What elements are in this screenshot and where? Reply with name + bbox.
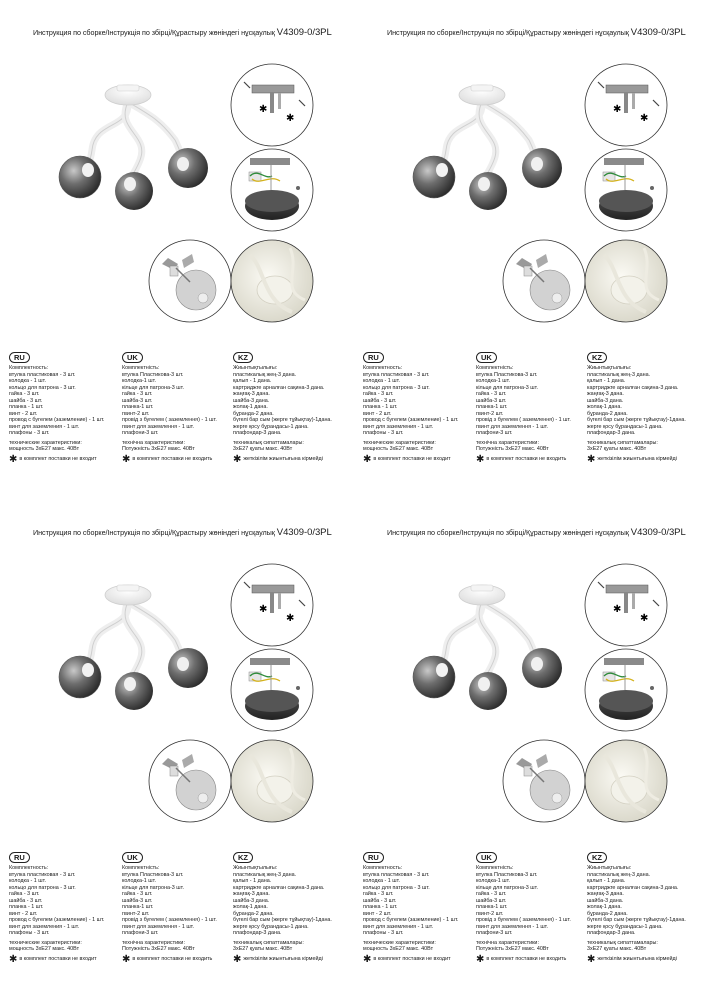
chandelier-illustration [413, 585, 562, 710]
svg-text:✱: ✱ [613, 604, 622, 615]
list-item: қалып - 1 дана. [587, 378, 626, 384]
section-ru [9, 352, 127, 463]
section-uk [122, 852, 240, 963]
chandelier-illustration [413, 85, 562, 210]
list-item: втулка пластиковая - 3 шт. [9, 871, 76, 878]
list-item: колодка - 1 шт. [9, 878, 46, 884]
instruction-sheet-2 [354, 0, 707, 500]
instruction-sheet-1 [0, 0, 353, 500]
list-item: провод с бугелем (заземление) - 1 шт. [9, 917, 105, 923]
section-heading: Комплектность: [9, 365, 49, 371]
chandelier-illustration [59, 585, 208, 710]
list-item: кольцо для патрона - 3 шт. [9, 884, 76, 891]
section-kz [587, 352, 705, 463]
section-uk [476, 852, 594, 963]
list-item: қалып - 1 дана. [233, 878, 272, 884]
list-item: жерге қосу бұрандасы-1 дана. [233, 923, 309, 930]
section-ru [9, 852, 127, 963]
list-item: планка - 1 шт. [363, 904, 398, 910]
asterisk-icon: ✱ [476, 453, 485, 465]
wiring-detail-circle [231, 649, 313, 731]
model-number: V4309-0/3PL [630, 527, 686, 538]
list-item: плафондар-3 дана. [587, 930, 636, 936]
asterisk-icon: ✱ [587, 453, 596, 465]
sheet-title: Инструкция по сборке/Інструкція по збірці/Құрастыру жөніндегі нұсқаулық V4309-0/3PL [387, 527, 686, 538]
list-item: винт - 2 шт. [363, 410, 392, 417]
chandelier-illustration [59, 85, 208, 210]
tech-heading: техникалық сипаттамалары: [233, 439, 304, 446]
not-included-note: ✱ в комплект поставки не входить [122, 953, 213, 965]
section-heading: Комплектність: [476, 365, 514, 371]
tech-heading: техникалық сипаттамалары: [233, 939, 304, 946]
bracket-detail-circle [231, 64, 313, 146]
list-item: пластикалық жең-3 дана. [587, 871, 651, 878]
list-item: втулка Пластикова-3 шт. [476, 371, 538, 378]
list-item: гвинт-2 шт. [122, 410, 150, 417]
canopy-closeup-circle [585, 240, 667, 322]
tech-heading: технические характеристики: [363, 939, 436, 946]
language-badge: RU [363, 352, 384, 363]
tech-heading: технические характеристики: [9, 439, 82, 446]
list-item: қалып - 1 дана. [587, 878, 626, 884]
not-included-note: ✱ в комплект поставки не входит [363, 953, 451, 965]
tech-heading: техникалық сипаттамалары: [587, 939, 658, 946]
sheet-title: Инструкция по сборке/Інструкція по збірці/Құрастыру жөніндегі нұсқаулық V4309-0/3PL [33, 527, 332, 538]
list-item: кільце для патрона-3 шт. [476, 884, 538, 891]
list-item: втулка пластиковая - 3 шт. [9, 371, 76, 378]
list-item: гайка - 3 шт. [363, 891, 394, 897]
list-item: плафони-3 шт. [122, 430, 159, 436]
list-item: шайба-3 шт. [476, 897, 507, 904]
svg-text:✱: ✱ [259, 604, 268, 615]
tech-heading: техникалық сипаттамалары: [587, 439, 658, 446]
list-item: шайба-3 шт. [122, 397, 153, 404]
list-item: шайба-3 шт. [122, 897, 153, 904]
list-item: шайба-3 шт. [476, 397, 507, 404]
svg-text:✱: ✱ [640, 613, 649, 624]
list-item: втулка Пластикова-3 шт. [122, 871, 184, 878]
list-item: планка - 1 шт. [363, 404, 398, 410]
list-item: гвинт для заземлення - 1 шт. [122, 423, 195, 430]
language-badge: RU [9, 852, 30, 863]
svg-text:✱: ✱ [286, 613, 295, 624]
tech-value: Потужність 3хЕ27 макс. 40Вт [122, 946, 195, 952]
tech-heading: технические характеристики: [363, 439, 436, 446]
list-item: гайка - 3 шт. [476, 891, 507, 897]
model-number: V4309-0/3PL [276, 27, 332, 38]
list-item: бүгелі бар сым (жерге тұйықтау)-1дана. [587, 917, 686, 923]
list-item: бұранда-2 дана. [233, 410, 274, 417]
section-heading: Комплектность: [9, 865, 49, 871]
asterisk-icon: ✱ [587, 953, 596, 965]
list-item: втулка пластиковая - 3 шт. [363, 371, 430, 378]
list-item: жаңғақ-3 дана. [587, 891, 624, 897]
list-item: винт для заземления - 1 шт. [363, 923, 434, 930]
list-item: бүгелі бар сым (жерге тұйықтау)-1дана. [233, 917, 332, 923]
not-included-note: ✱ в комплект поставки не входить [476, 953, 567, 965]
list-item: жерге қосу бұрандасы-1 дана. [233, 423, 309, 430]
list-item: втулка пластиковая - 3 шт. [363, 871, 430, 878]
not-included-note: ✱ в комплект поставки не входит [9, 453, 97, 465]
list-item: картриджге арналған сақина-3 дана. [587, 884, 679, 891]
bracket-detail-circle [231, 564, 313, 646]
list-item: планка-1 шт. [122, 404, 154, 410]
model-number: V4309-0/3PL [276, 527, 332, 538]
bracket-detail-circle [585, 64, 667, 146]
socket-detail-circle [503, 740, 585, 822]
language-badge: KZ [233, 352, 253, 363]
list-item: колодка-1 шт. [476, 378, 510, 384]
assembly-illustrations [354, 500, 707, 850]
list-item: шайба - 3 шт. [9, 397, 43, 404]
language-badge: UK [122, 352, 143, 363]
tech-heading: технічна характеристики: [122, 939, 185, 946]
asterisk-icon: ✱ [476, 953, 485, 965]
section-uk [122, 352, 240, 463]
list-item: винт - 2 шт. [363, 910, 392, 917]
language-badge: KZ [233, 852, 253, 863]
list-item: кільце для патрона-3 шт. [476, 384, 538, 391]
list-item: гвинт-2 шт. [476, 910, 504, 917]
section-heading: Жиынтықтылығы: [233, 365, 278, 371]
list-item: втулка Пластикова-3 шт. [122, 371, 184, 378]
asterisk-icon: ✱ [363, 453, 372, 465]
list-item: провод с бугелем (заземление) - 1 шт. [363, 417, 459, 423]
list-item: гвинт для заземлення - 1 шт. [476, 423, 549, 430]
list-item: провід з бугелем ( заземлення) - 1 шт. [476, 917, 571, 923]
not-included-note: ✱ жеткізілім жиынтығына кірмейді [233, 453, 323, 465]
list-item: гайка - 3 шт. [9, 891, 40, 897]
section-ru [363, 852, 481, 963]
tech-value: 3хЕ27 қуаты макс. 40Вт [587, 946, 647, 952]
list-item: пластикалық жең-3 дана. [587, 371, 651, 378]
section-heading: Комплектность: [363, 365, 403, 371]
asterisk-icon: ✱ [233, 453, 242, 465]
svg-text:✱: ✱ [286, 113, 295, 124]
language-badge: UK [476, 852, 497, 863]
list-item: провід з бугелем ( заземлення) - 1 шт. [122, 417, 217, 423]
list-item: винт для заземления - 1 шт. [9, 423, 80, 430]
wiring-detail-circle [231, 149, 313, 231]
list-item: гайка - 3 шт. [122, 391, 153, 397]
list-item: бұранда-2 дана. [587, 910, 628, 917]
list-item: гайка - 3 шт. [122, 891, 153, 897]
assembly-illustrations [0, 500, 353, 850]
tech-value: 3хЕ27 қуаты макс. 40Вт [587, 446, 647, 452]
list-item: гвинт-2 шт. [476, 410, 504, 417]
list-item: жолақ-1 дана. [587, 904, 622, 910]
socket-detail-circle [149, 240, 231, 322]
list-item: провод с бугелем (заземление) - 1 шт. [363, 917, 459, 923]
list-item: жолақ-1 дана. [587, 404, 622, 410]
not-included-note: ✱ в комплект поставки не входить [122, 453, 213, 465]
tech-heading: технічна характеристики: [476, 439, 539, 446]
section-ru [363, 352, 481, 463]
list-item: жолақ-1 дана. [233, 404, 268, 410]
tech-value: мощность 3хЕ27 макс. 40Вт [9, 446, 80, 452]
list-item: кільце для патрона-3 шт. [122, 384, 184, 391]
list-item: пластикалық жең-3 дана. [233, 371, 297, 378]
list-item: гвинт для заземлення - 1 шт. [476, 923, 549, 930]
section-heading: Комплектність: [122, 865, 160, 871]
socket-detail-circle [149, 740, 231, 822]
canopy-closeup-circle [585, 740, 667, 822]
list-item: картриджге арналған сақина-3 дана. [233, 884, 325, 891]
tech-value: Потужність 3хЕ27 макс. 40Вт [122, 446, 195, 452]
section-heading: Комплектність: [122, 365, 160, 371]
list-item: плафоны - 3 шт. [363, 430, 404, 436]
list-item: плафондар-3 дана. [587, 430, 636, 436]
list-item: қалып - 1 дана. [233, 378, 272, 384]
list-item: колодка-1 шт. [476, 878, 510, 884]
bracket-detail-circle [585, 564, 667, 646]
asterisk-icon: ✱ [122, 953, 131, 965]
list-item: кольцо для патрона - 3 шт. [9, 384, 76, 391]
list-item: провід з бугелем ( заземлення) - 1 шт. [122, 917, 217, 923]
section-kz [587, 852, 705, 963]
list-item: планка-1 шт. [122, 904, 154, 910]
svg-text:✱: ✱ [259, 104, 268, 115]
not-included-note: ✱ в комплект поставки не входить [476, 453, 567, 465]
tech-value: 3хЕ27 қуаты макс. 40Вт [233, 446, 293, 452]
list-item: гайка - 3 шт. [9, 391, 40, 397]
svg-text:✱: ✱ [640, 113, 649, 124]
list-item: шайба-3 дана. [587, 897, 624, 904]
section-kz [233, 352, 351, 463]
list-item: кольцо для патрона - 3 шт. [363, 884, 430, 891]
list-item: картриджге арналған сақина-3 дана. [587, 384, 679, 391]
section-heading: Комплектність: [476, 865, 514, 871]
language-badge: RU [363, 852, 384, 863]
instruction-sheet-3 [0, 500, 353, 1000]
list-item: шайба - 3 шт. [9, 897, 43, 904]
list-item: планка - 1 шт. [9, 904, 44, 910]
wiring-detail-circle [585, 649, 667, 731]
assembly-illustrations [0, 0, 353, 350]
list-item: втулка Пластикова-3 шт. [476, 871, 538, 878]
assembly-illustrations [354, 0, 707, 350]
svg-text:✱: ✱ [613, 104, 622, 115]
list-item: колодка - 1 шт. [9, 378, 46, 384]
list-item: колодка-1 шт. [122, 378, 156, 384]
not-included-note: ✱ жеткізілім жиынтығына кірмейді [233, 953, 323, 965]
list-item: бұранда-2 дана. [233, 910, 274, 917]
language-badge: KZ [587, 852, 607, 863]
tech-value: мощность 3хЕ27 макс. 40Вт [9, 946, 80, 952]
tech-heading: технічна характеристики: [122, 439, 185, 446]
not-included-note: ✱ жеткізілім жиынтығына кірмейді [587, 953, 677, 965]
list-item: плафондар-3 дана. [233, 930, 282, 936]
asterisk-icon: ✱ [363, 953, 372, 965]
list-item: пластикалық жең-3 дана. [233, 871, 297, 878]
sheet-title: Инструкция по сборке/Інструкція по збірці/Құрастыру жөніндегі нұсқаулық V4309-0/3PL [33, 27, 332, 38]
not-included-note: ✱ в комплект поставки не входит [9, 953, 97, 965]
list-item: провод с бугелем (заземление) - 1 шт. [9, 417, 105, 423]
list-item: плафоны - 3 шт. [363, 930, 404, 936]
list-item: шайба-3 дана. [233, 897, 270, 904]
asterisk-icon: ✱ [9, 953, 18, 965]
language-badge: KZ [587, 352, 607, 363]
list-item: бұранда-2 дана. [587, 410, 628, 417]
sheet-title: Инструкция по сборке/Інструкція по збірці/Құрастыру жөніндегі нұсқаулық V4309-0/3PL [387, 27, 686, 38]
list-item: плафоны - 3 шт. [9, 430, 50, 436]
list-item: провід з бугелем ( заземлення) - 1 шт. [476, 417, 571, 423]
list-item: планка-1 шт. [476, 904, 508, 910]
language-badge: RU [9, 352, 30, 363]
list-item: шайба - 3 шт. [363, 897, 397, 904]
asterisk-icon: ✱ [233, 953, 242, 965]
list-item: колодка - 1 шт. [363, 378, 400, 384]
section-uk [476, 352, 594, 463]
wiring-detail-circle [585, 149, 667, 231]
list-item: плафоны - 3 шт. [9, 930, 50, 936]
list-item: винт - 2 шт. [9, 410, 38, 417]
list-item: винт для заземления - 1 шт. [9, 923, 80, 930]
tech-heading: технические характеристики: [9, 939, 82, 946]
list-item: планка - 1 шт. [9, 404, 44, 410]
asterisk-icon: ✱ [9, 453, 18, 465]
list-item: жаңғақ-3 дана. [587, 391, 624, 397]
instruction-sheet-4 [354, 500, 707, 1000]
list-item: кольцо для патрона - 3 шт. [363, 384, 430, 391]
list-item: плафони-3 шт. [476, 430, 513, 436]
socket-detail-circle [503, 240, 585, 322]
language-badge: UK [476, 352, 497, 363]
language-badge: UK [122, 852, 143, 863]
list-item: колодка-1 шт. [122, 878, 156, 884]
list-item: гвинт для заземлення - 1 шт. [122, 923, 195, 930]
list-item: винт - 2 шт. [9, 910, 38, 917]
model-number: V4309-0/3PL [630, 27, 686, 38]
list-item: винт для заземления - 1 шт. [363, 423, 434, 430]
tech-value: мощность 3хЕ27 макс. 40Вт [363, 946, 434, 952]
list-item: шайба - 3 шт. [363, 397, 397, 404]
section-heading: Жиынтықтылығы: [587, 865, 632, 871]
list-item: гайка - 3 шт. [476, 391, 507, 397]
section-kz [233, 852, 351, 963]
canopy-closeup-circle [231, 740, 313, 822]
list-item: жерге қосу бұрандасы-1 дана. [587, 923, 663, 930]
list-item: плафони-3 шт. [476, 930, 513, 936]
section-heading: Комплектность: [363, 865, 403, 871]
tech-value: 3хЕ27 қуаты макс. 40Вт [233, 946, 293, 952]
list-item: бүгелі бар сым (жерге тұйықтау)-1дана. [233, 417, 332, 423]
tech-value: мощность 3хЕ27 макс. 40Вт [363, 446, 434, 452]
tech-heading: технічна характеристики: [476, 939, 539, 946]
list-item: жерге қосу бұрандасы-1 дана. [587, 423, 663, 430]
list-item: гвинт-2 шт. [122, 910, 150, 917]
list-item: плафондар-3 дана. [233, 430, 282, 436]
list-item: картриджге арналған сақина-3 дана. [233, 384, 325, 391]
list-item: бүгелі бар сым (жерге тұйықтау)-1дана. [587, 417, 686, 423]
list-item: плафони-3 шт. [122, 930, 159, 936]
list-item: жаңғақ-3 дана. [233, 891, 270, 897]
tech-value: Потужність 3хЕ27 макс. 40Вт [476, 446, 549, 452]
not-included-note: ✱ жеткізілім жиынтығына кірмейді [587, 453, 677, 465]
list-item: планка-1 шт. [476, 404, 508, 410]
list-item: кільце для патрона-3 шт. [122, 884, 184, 891]
list-item: жаңғақ-3 дана. [233, 391, 270, 397]
list-item: гайка - 3 шт. [363, 391, 394, 397]
section-heading: Жиынтықтылығы: [587, 365, 632, 371]
list-item: шайба-3 дана. [233, 397, 270, 404]
asterisk-icon: ✱ [122, 453, 131, 465]
tech-value: Потужність 3хЕ27 макс. 40Вт [476, 946, 549, 952]
section-heading: Жиынтықтылығы: [233, 865, 278, 871]
list-item: шайба-3 дана. [587, 397, 624, 404]
not-included-note: ✱ в комплект поставки не входит [363, 453, 451, 465]
canopy-closeup-circle [231, 240, 313, 322]
list-item: жолақ-1 дана. [233, 904, 268, 910]
list-item: колодка - 1 шт. [363, 878, 400, 884]
